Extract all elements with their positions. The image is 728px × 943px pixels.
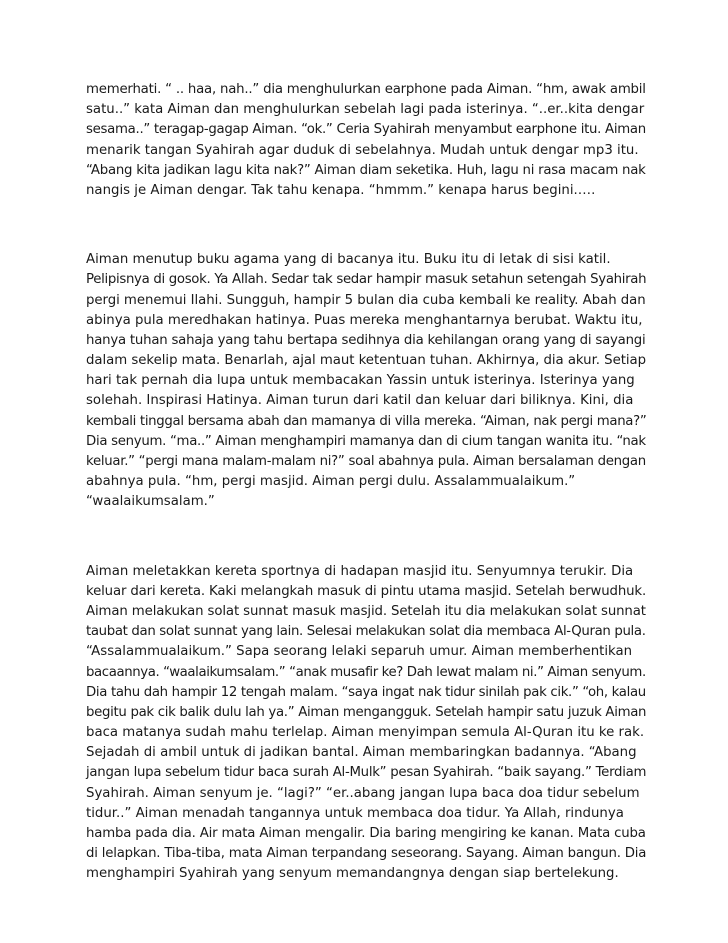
text-line: memerhati. “ .. haa, nah..” dia menghulurkan earphone pada Aiman. “hm, awak ambil — [86, 82, 646, 97]
text-line: hanya tuhan sahaja yang tahu bertapa sedihnya dia kehilangan orang yang di sayangi — [86, 332, 646, 348]
text-line: taubat dan solat sunnat yang lain. Selesai melakukan solat dia membaca Al-Quran pula. — [86, 624, 646, 640]
text-line: di lelapkan. Tiba-tiba, mata Aiman terpandang seseorang. Sayang. Aiman bangun. Dia — [86, 846, 647, 862]
document-page — [86, 80, 646, 885]
text-line: hamba pada dia. Air mata Aiman mengalir. Dia baring mengiring ke kanan. Mata cuba — [86, 826, 646, 841]
text-line: kembali tinggal bersama abah dan mamanya di villa mereka. “Aiman, nak pergi mana?” — [86, 413, 647, 429]
text-line: keluar.” “pergi mana malam-malam ni?” soal abahnya pula. Aiman bersalaman dengan — [86, 454, 646, 469]
text-line: Aiman melakukan solat sunnat masuk masjid. Setelah itu dia melakukan solat sunnat — [86, 603, 646, 619]
text-line: satu..” kata Aiman dan menghulurkan sebelah lagi pada isterinya. “..er..kita dengar — [86, 102, 645, 118]
paragraph — [86, 250, 646, 512]
text-line: “Assalammualaikum.” Sapa seorang lelaki separuh umur. Aiman memberhentikan — [86, 644, 633, 660]
text-line: abahnya pula. “hm, pergi masjid. Aiman pergi dulu. Assalammualaikum.” — [86, 474, 576, 490]
text-line: solehah. Inspirasi Hatinya. Aiman turun dari katil dan keluar dari biliknya. Kini, dia — [86, 393, 634, 409]
paragraph — [86, 562, 646, 885]
text-line: dalam sekelip mata. Benarlah, ajal maut ketentuan tuhan. Akhirnya, dia akur. Setiap — [86, 353, 647, 369]
text-line: “waalaikumsalam.” — [86, 494, 215, 510]
paragraph-gap — [86, 201, 646, 250]
text-line: hari tak pernah dia lupa untuk membacakan Yassin untuk isterinya. Isterinya yang — [86, 373, 635, 389]
paragraph-gap — [86, 513, 646, 562]
text-line: abinya pula meredhakan hatinya. Puas mereka menghantarnya berubat. Waktu itu, — [86, 312, 643, 328]
text-line: Aiman menutup buku agama yang di bacanya itu. Buku itu di letak di sisi katil. — [86, 252, 611, 268]
text-line: menarik tangan Syahirah agar duduk di sebelahnya. Mudah untuk dengar mp3 itu. — [86, 142, 639, 158]
text-line: Pelipisnya di gosok. Ya Allah. Sedar tak sedar hampir masuk setahun setengah Syahirah — [86, 272, 647, 288]
text-line: pergi menemui Ilahi. Sungguh, hampir 5 bulan dia cuba kembali ke reality. Abah dan — [86, 292, 646, 308]
text-line: menghampiri Syahirah yang senyum memandangnya dengan siap bertelekung. — [86, 866, 619, 882]
text-line: jangan lupa sebelum tidur baca surah Al-Mulk” pesan Syahirah. “baik sayang.” Terdiam — [86, 765, 647, 781]
text-line: Dia senyum. “ma..” Aiman menghampiri mamanya dan di cium tangan wanita itu. “nak — [86, 433, 646, 449]
text-line: Aiman meletakkan kereta sportnya di hadapan masjid itu. Senyumnya terukir. Dia — [86, 563, 634, 579]
text-line: bacaannya. “waalaikumsalam.” “anak musafir ke? Dah lewat malam ni.” Aiman senyum. — [86, 664, 646, 680]
text-line: Syahirah. Aiman senyum je. “lagi?” “er..abang jangan lupa baca doa tidur sebelum — [86, 785, 640, 801]
text-line: begitu pak cik balik dulu lah ya.” Aiman mengangguk. Setelah hampir satu juzuk Aiman — [86, 704, 647, 720]
text-line: nangis je Aiman dengar. Tak tahu kenapa. “hmmm.” kenapa harus begini.…. — [86, 182, 596, 198]
text-line: “Abang kita jadikan lagu kita nak?” Aiman diam seketika. Huh, lagu ni rasa macam nak — [86, 162, 646, 178]
paragraph — [86, 80, 646, 201]
text-line: sesama..” teragap-gagap Aiman. “ok.” Ceria Syahirah menyambut earphone itu. Aiman — [86, 122, 646, 138]
text-line: Sejadah di ambil untuk di jadikan bantal. Aiman membaringkan badannya. “Abang — [86, 745, 637, 761]
text-line: tidur..” Aiman menadah tangannya untuk membaca doa tidur. Ya Allah, rindunya — [86, 805, 624, 821]
text-line: Dia tahu dah hampir 12 tengah malam. “saya ingat nak tidur sinilah pak cik.” “oh, kalau — [86, 684, 646, 700]
text-line: baca matanya sudah mahu terlelap. Aiman menyimpan semula Al-Quran itu ke rak. — [86, 725, 645, 741]
text-line: keluar dari kereta. Kaki melangkah masuk di pintu utama masjid. Setelah berwudhuk. — [86, 583, 647, 599]
